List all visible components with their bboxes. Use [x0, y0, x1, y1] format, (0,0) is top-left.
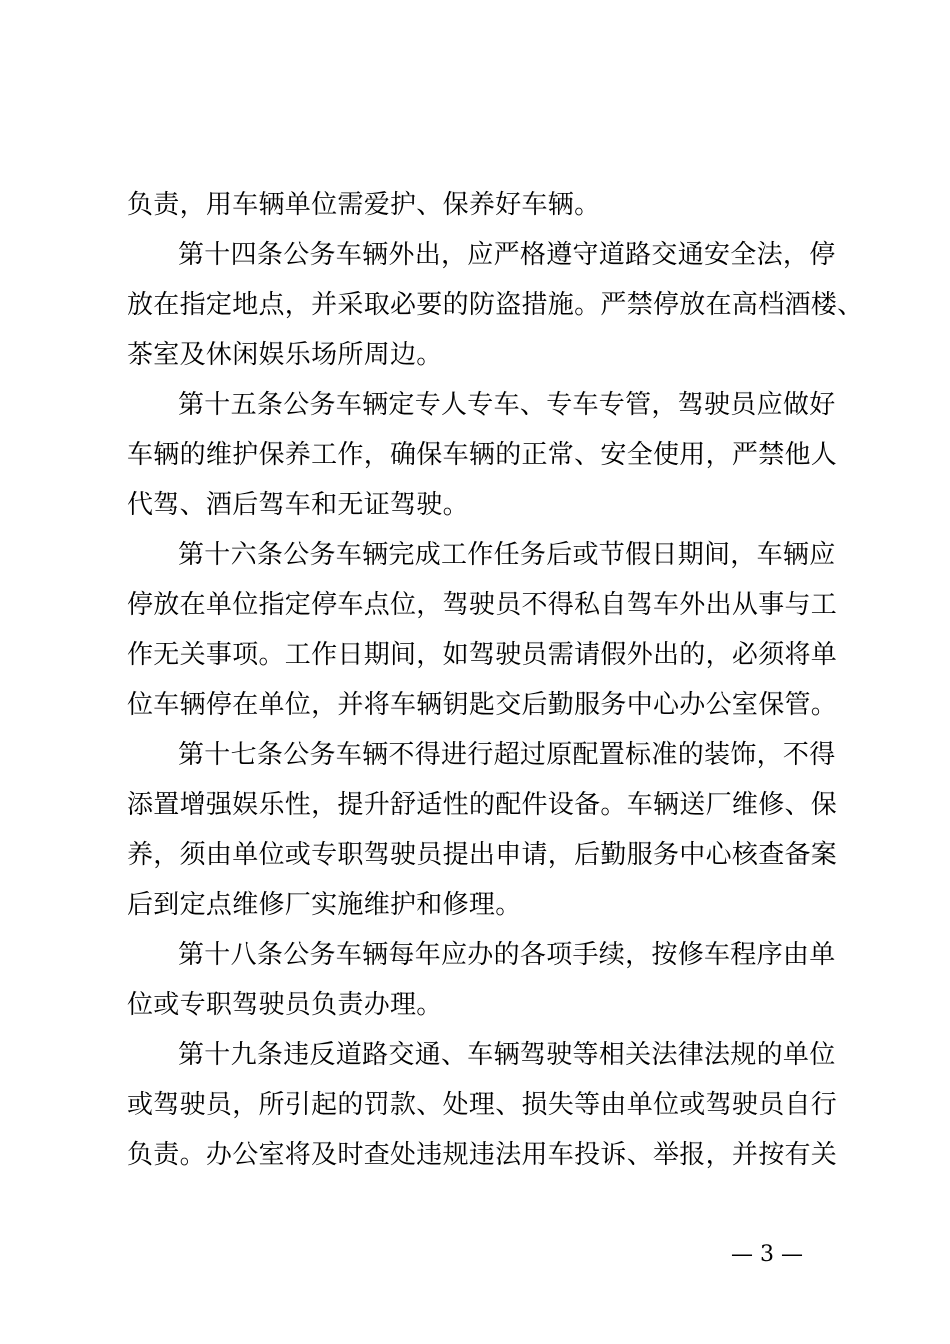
paragraph-line: 养，须由单位或专职驾驶员提出申请，后勤服务中心核查备案: [127, 840, 838, 870]
paragraph-line: 停放在单位指定停车点位，驾驶员不得私自驾车外出从事与工: [127, 590, 838, 620]
paragraph-line: 车辆的维护保养工作，确保车辆的正常、安全使用，严禁他人: [127, 440, 838, 470]
paragraph-line: 添置增强娱乐性，提升舒适性的配件设备。车辆送厂维修、保: [127, 790, 838, 820]
article-15-line: 第十五条公务车辆定专人专车、专车专管，驾驶员应做好: [178, 390, 836, 420]
page-number: — 3 —: [731, 1242, 803, 1267]
article-14-line: 第十四条公务车辆外出，应严格遵守道路交通安全法，停: [178, 240, 836, 270]
paragraph-line: 位或专职驾驶员负责办理。: [127, 990, 443, 1020]
article-16-line: 第十六条公务车辆完成工作任务后或节假日期间，车辆应: [178, 540, 836, 570]
paragraph-line: 茶室及休闲娱乐场所周边。: [127, 340, 443, 370]
paragraph-line: 作无关事项。工作日期间，如驾驶员需请假外出的，必须将单: [127, 640, 838, 670]
paragraph-line: 代驾、酒后驾车和无证驾驶。: [127, 490, 469, 520]
paragraph-line: 后到定点维修厂实施维护和修理。: [127, 890, 522, 920]
paragraph-line: 负责。办公室将及时查处违规违法用车投诉、举报，并按有关: [127, 1140, 838, 1170]
article-18-line: 第十八条公务车辆每年应办的各项手续，按修车程序由单: [178, 940, 836, 970]
paragraph-line: 负责，用车辆单位需爱护、保养好车辆。: [127, 190, 601, 220]
paragraph-line: 放在指定地点，并采取必要的防盗措施。严禁停放在高档酒楼、: [127, 290, 864, 320]
article-17-line: 第十七条公务车辆不得进行超过原配置标准的装饰，不得: [178, 740, 836, 770]
paragraph-line: 或驾驶员，所引起的罚款、处理、损失等由单位或驾驶员自行: [127, 1090, 838, 1120]
paragraph-line: 位车辆停在单位，并将车辆钥匙交后勤服务中心办公室保管。: [127, 690, 838, 720]
article-19-line: 第十九条违反道路交通、车辆驾驶等相关法律法规的单位: [178, 1040, 836, 1070]
